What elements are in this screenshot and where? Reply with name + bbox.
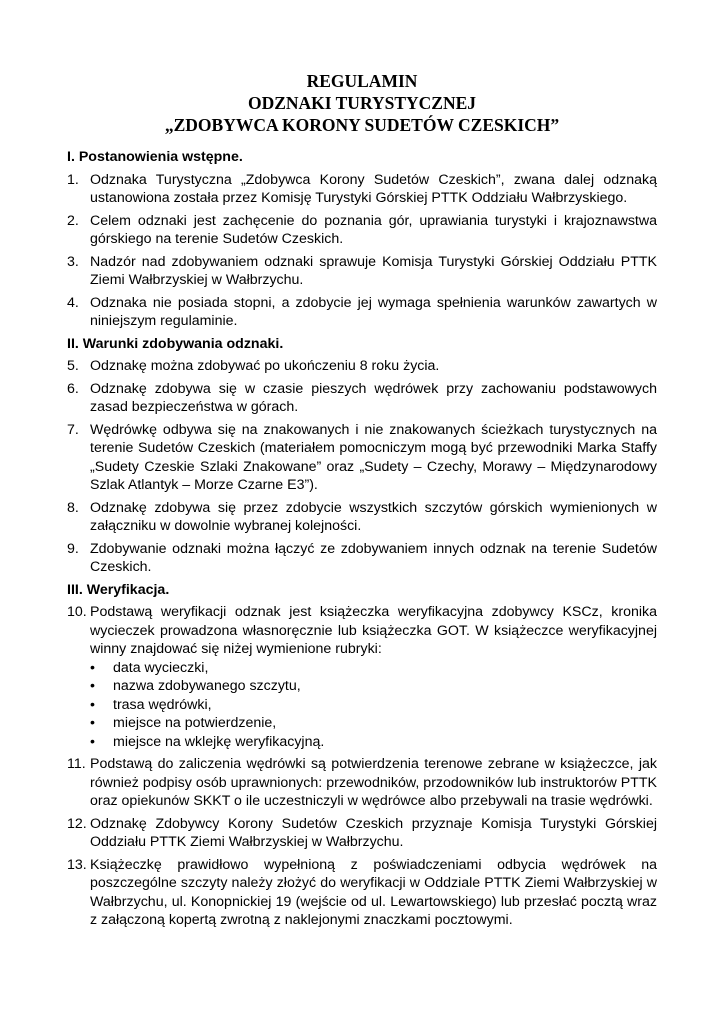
rubric-item — [90, 696, 657, 715]
rubric-text: nazwa zdobywanego szczytu, — [113, 678, 301, 694]
rubric-item — [90, 677, 657, 696]
list-item — [67, 499, 657, 536]
list-item — [67, 421, 657, 495]
list-item — [67, 294, 657, 331]
item-text: Odznakę zdobywa się przez zdobycie wszystkich szczytów górskich wymienionych w załączniku w dowolnie wybranej kolejności. — [90, 499, 657, 534]
item-text: Odznakę można zdobywać po ukończeniu 8 roku życia. — [90, 358, 440, 374]
item-text: Odznaka Turystyczna „Zdobywca Korony Sudetów Czeskich”, zwana dalej odznaką ustanowiona została przez Komisję Turystyki Górskiej PTTK Oddziału Wałbrzyskiego. — [90, 171, 657, 206]
bullet-icon: • — [90, 733, 95, 750]
rubric-item — [90, 733, 657, 752]
item-number: 13. — [67, 856, 87, 873]
bullet-icon: • — [90, 696, 95, 713]
section-heading-1: I. Postanowienia wstępne. — [67, 149, 243, 165]
item-number: 2. — [67, 212, 79, 229]
item-number: 9. — [67, 540, 79, 557]
item-number: 11. — [67, 756, 86, 772]
list-item — [67, 357, 657, 376]
item-text: Odznaka nie posiada stopni, a zdobycie jej wymaga spełnienia warunków zawartych w niniejszym regulaminie. — [90, 294, 657, 329]
list-item — [67, 755, 657, 811]
list-item — [67, 212, 657, 249]
title-line-3: „ZDOBYWCA KORONY SUDETÓW CZESKICH” — [164, 115, 560, 135]
title-line-1: REGULAMIN — [306, 71, 418, 91]
item-number: 8. — [67, 499, 79, 516]
rubric-list — [90, 659, 657, 752]
item-text: Odznakę Zdobywcy Korony Sudetów Czeskich przyznaje Komisja Turystyki Górskiej Oddziału PTTK Ziemi Wałbrzyskiej w Wałbrzychu. — [90, 815, 657, 850]
item-number: 1. — [67, 171, 79, 188]
list-item — [67, 171, 657, 208]
list-item — [67, 540, 657, 577]
item-text: Książeczkę prawidłowo wypełnioną z poświadczeniami odbycia wędrówek na poszczególne szczyty należy złożyć do weryfikacji w Oddziale PTTK Ziemi Wałbrzyskiej w Wałbrzychu, ul. Konopnickiej 19 (wejście od ul. Lewartowskiego) lub przesłać pocztą wraz z załączoną kopertą zwrotną z naklejonymi znaczkami pocztowymi. — [90, 856, 657, 928]
rubric-text: miejsce na wklejkę weryfikacyjną. — [113, 733, 325, 750]
list-item — [67, 603, 657, 751]
rubric-item — [90, 714, 657, 733]
document-title — [0, 70, 724, 136]
item-text: Celem odznaki jest zachęcenie do poznania gór, uprawiania turystyki i krajoznawstwa górskiego na terenie Sudetów Czeskich. — [90, 212, 657, 247]
title-line-2: ODZNAKI TURYSTYCZNEJ — [247, 93, 477, 113]
item-number: 5. — [67, 358, 79, 374]
bullet-icon: • — [90, 678, 95, 694]
item-number: 3. — [67, 253, 79, 270]
rubric-item — [90, 659, 657, 678]
rubric-text: data wycieczki, — [113, 659, 209, 676]
list-item — [67, 253, 657, 290]
list-item — [67, 380, 657, 417]
section-heading-3: III. Weryfikacja. — [67, 581, 170, 598]
document-body — [67, 148, 657, 934]
list-item — [67, 856, 657, 930]
item-text: Odznakę zdobywa się w czasie pieszych wędrówek przy zachowaniu podstawowych zasad bezpieczeństwa w górach. — [90, 380, 657, 415]
item-number: 6. — [67, 380, 79, 397]
rubric-text: trasa wędrówki, — [113, 696, 212, 713]
item-number: 4. — [67, 294, 79, 311]
list-item — [67, 815, 657, 852]
section-heading-2: II. Warunki zdobywania odznaki. — [67, 335, 284, 352]
item-text: Podstawą do zaliczenia wędrówki są potwierdzenia terenowe zebrane w książeczce, jak również podpisy osób uprawnionych: przewodników, przodowników lub instruktorów PTTK oraz opiekunów SKKT o ile uczestniczyli w wędrówce albo przebywali na trasie wędrówki. — [90, 756, 657, 809]
item-text: Podstawą weryfikacji odznak jest książeczka weryfikacyjna zdobywcy KSCz, kronika wycieczek prowadzona własnoręcznie lub książeczka GOT. W książeczce weryfikacyjnej winny znajdować się niżej wymienione rubryki: — [90, 604, 657, 657]
item-text: Zdobywanie odznaki można łączyć ze zdobywaniem innych odznak na terenie Sudetów Czeskich. — [90, 540, 657, 575]
item-number: 10. — [67, 604, 87, 620]
rubric-text: miejsce na potwierdzenie, — [113, 715, 277, 731]
bullet-icon: • — [90, 715, 95, 731]
item-number: 7. — [67, 421, 79, 438]
item-number: 12. — [67, 815, 87, 832]
bullet-icon: • — [90, 659, 95, 676]
item-text: Nadzór nad zdobywaniem odznaki sprawuje Komisja Turystyki Górskiej Oddziału PTTK Ziemi Wałbrzyskiej w Wałbrzychu. — [90, 253, 657, 288]
item-text: Wędrówkę odbywa się na znakowanych i nie znakowanych ścieżkach turystycznych na terenie Sudetów Czeskich (materiałem pomocniczym mogą być przewodniki Marka Staffy „Sudety Czeskie Szlaki Znakowane” oraz „Sudety – Czechy, Morawy – Międzynarodowy Szlak Atlantyk – Morze Czarne E3”). — [90, 421, 657, 493]
